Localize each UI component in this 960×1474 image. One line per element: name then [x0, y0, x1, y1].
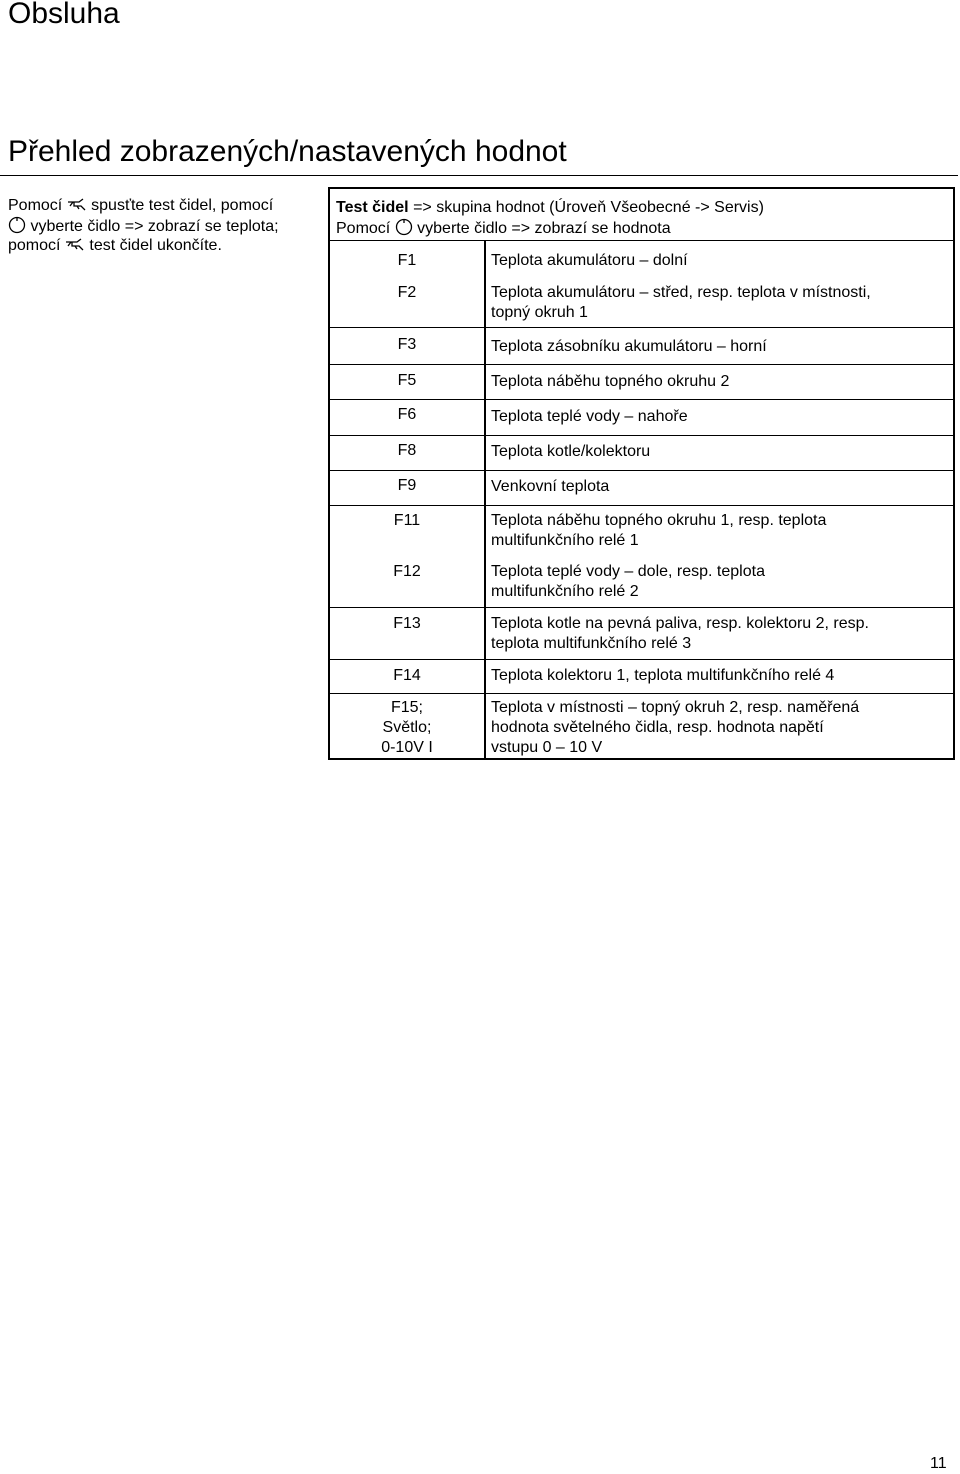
table-column-rule — [484, 240, 486, 760]
table-header-text: => skupina hodnot (Úroveň Všeobecné -> Servis) — [408, 199, 764, 216]
instructions-line-1 — [8, 196, 318, 216]
title-rule — [0, 175, 958, 176]
table-row-desc — [491, 562, 951, 602]
table-rule — [330, 364, 953, 365]
table-row-desc-line: Teplota zásobníku akumulátoru – horní — [491, 338, 767, 355]
table-rule — [330, 693, 953, 694]
section-title: Přehled zobrazených/nastavených hodnot — [8, 135, 567, 168]
table-header-bold: Test čidel — [336, 199, 409, 216]
table-row-desc-line: Teplota akumulátoru – dolní — [491, 252, 688, 269]
table-row-desc — [491, 283, 951, 323]
table-row-desc-line: Teplota kolektoru 1, teplota multifunkčního relé 4 — [491, 667, 835, 684]
rotary-knob-icon — [395, 218, 413, 242]
sensor-table — [328, 187, 955, 760]
page-heading: Obsluha — [8, 0, 120, 30]
table-header-line-1 — [336, 198, 764, 218]
table-row-code-line: F15; — [390, 699, 423, 716]
table-row-code — [330, 698, 484, 758]
table-row-desc — [491, 511, 951, 551]
table-rule — [330, 659, 953, 660]
table-row-desc — [491, 477, 951, 497]
table-row-desc-line: Teplota akumulátoru – střed, resp. teplota v místnosti, — [491, 284, 871, 301]
instructions-line-2 — [8, 216, 318, 236]
table-row-code-line: Světlo; — [382, 719, 432, 736]
table-row-code: F8 — [397, 442, 417, 459]
table-header-line-2 — [336, 218, 764, 238]
table-row-desc — [491, 372, 951, 392]
table-row-desc — [491, 251, 951, 271]
table-row-desc-line: multifunkčního relé 2 — [491, 583, 639, 600]
instructions-text: spusťte test čidel, pomocí — [91, 197, 274, 214]
table-rule — [330, 505, 953, 506]
instructions-text: pomocí — [8, 237, 61, 254]
table-rule — [330, 240, 953, 241]
table-row-code: F14 — [393, 667, 421, 684]
table-row-desc-line: hodnota světelného čidla, resp. hodnota napětí — [491, 719, 824, 736]
table-row-code: F1 — [397, 252, 417, 269]
table-row-desc-line: Teplota náběhu topného okruhu 1, resp. teplota — [491, 512, 827, 529]
hand-pointer-icon — [65, 237, 85, 259]
table-row-desc-line: Teplota kotle na pevná paliva, resp. kolektoru 2, resp. — [491, 615, 869, 632]
instructions-text: Pomocí — [8, 197, 63, 214]
table-row-desc — [491, 666, 951, 686]
table-row-code: F11 — [393, 512, 421, 529]
table-row-code: F6 — [397, 406, 417, 423]
table-row-code: F13 — [393, 615, 421, 632]
table-row-desc-line: Teplota teplé vody – dole, resp. teplota — [491, 563, 765, 580]
page-number: 11 — [930, 1455, 947, 1472]
table-rule — [330, 399, 953, 400]
instructions — [8, 196, 318, 256]
table-header — [336, 198, 764, 238]
table-row-desc-line: Teplota kotle/kolektoru — [491, 443, 651, 460]
table-row-code: F5 — [397, 372, 417, 389]
table-row-desc-line: Teplota v místnosti – topný okruh 2, resp. naměřená — [491, 699, 860, 716]
table-rule — [330, 607, 953, 608]
table-row-code: F2 — [397, 284, 417, 301]
table-row-desc-line: topný okruh 1 — [491, 304, 588, 321]
table-row-desc — [491, 337, 951, 357]
table-row-desc — [491, 442, 951, 462]
table-row-desc-line: Teplota teplé vody – nahoře — [491, 408, 688, 425]
table-row-desc-line: Teplota náběhu topného okruhu 2 — [491, 373, 730, 390]
table-rule — [330, 470, 953, 471]
instructions-line-3 — [8, 236, 318, 256]
table-row-desc-line: multifunkčního relé 1 — [491, 532, 639, 549]
table-row-desc — [491, 614, 951, 654]
table-header-text: Pomocí — [336, 220, 391, 237]
instructions-text: test čidel ukončíte. — [89, 237, 222, 254]
table-row-code: F9 — [397, 477, 417, 494]
table-row-desc-line: vstupu 0 – 10 V — [491, 739, 603, 756]
table-row-code: F3 — [397, 336, 417, 353]
table-row-desc — [491, 698, 951, 758]
table-rule — [330, 327, 953, 328]
instructions-text: vyberte čidlo => zobrazí se teplota; — [30, 218, 279, 235]
table-row-code-line: 0-10V I — [381, 739, 433, 756]
table-row-desc-line: teplota multifunkčního relé 3 — [491, 635, 692, 652]
table-row-code: F12 — [393, 563, 421, 580]
table-header-text: vyberte čidlo => zobrazí se hodnota — [417, 220, 671, 237]
table-row-desc — [491, 407, 951, 427]
table-row-desc-line: Venkovní teplota — [491, 478, 610, 495]
table-rule — [330, 435, 953, 436]
